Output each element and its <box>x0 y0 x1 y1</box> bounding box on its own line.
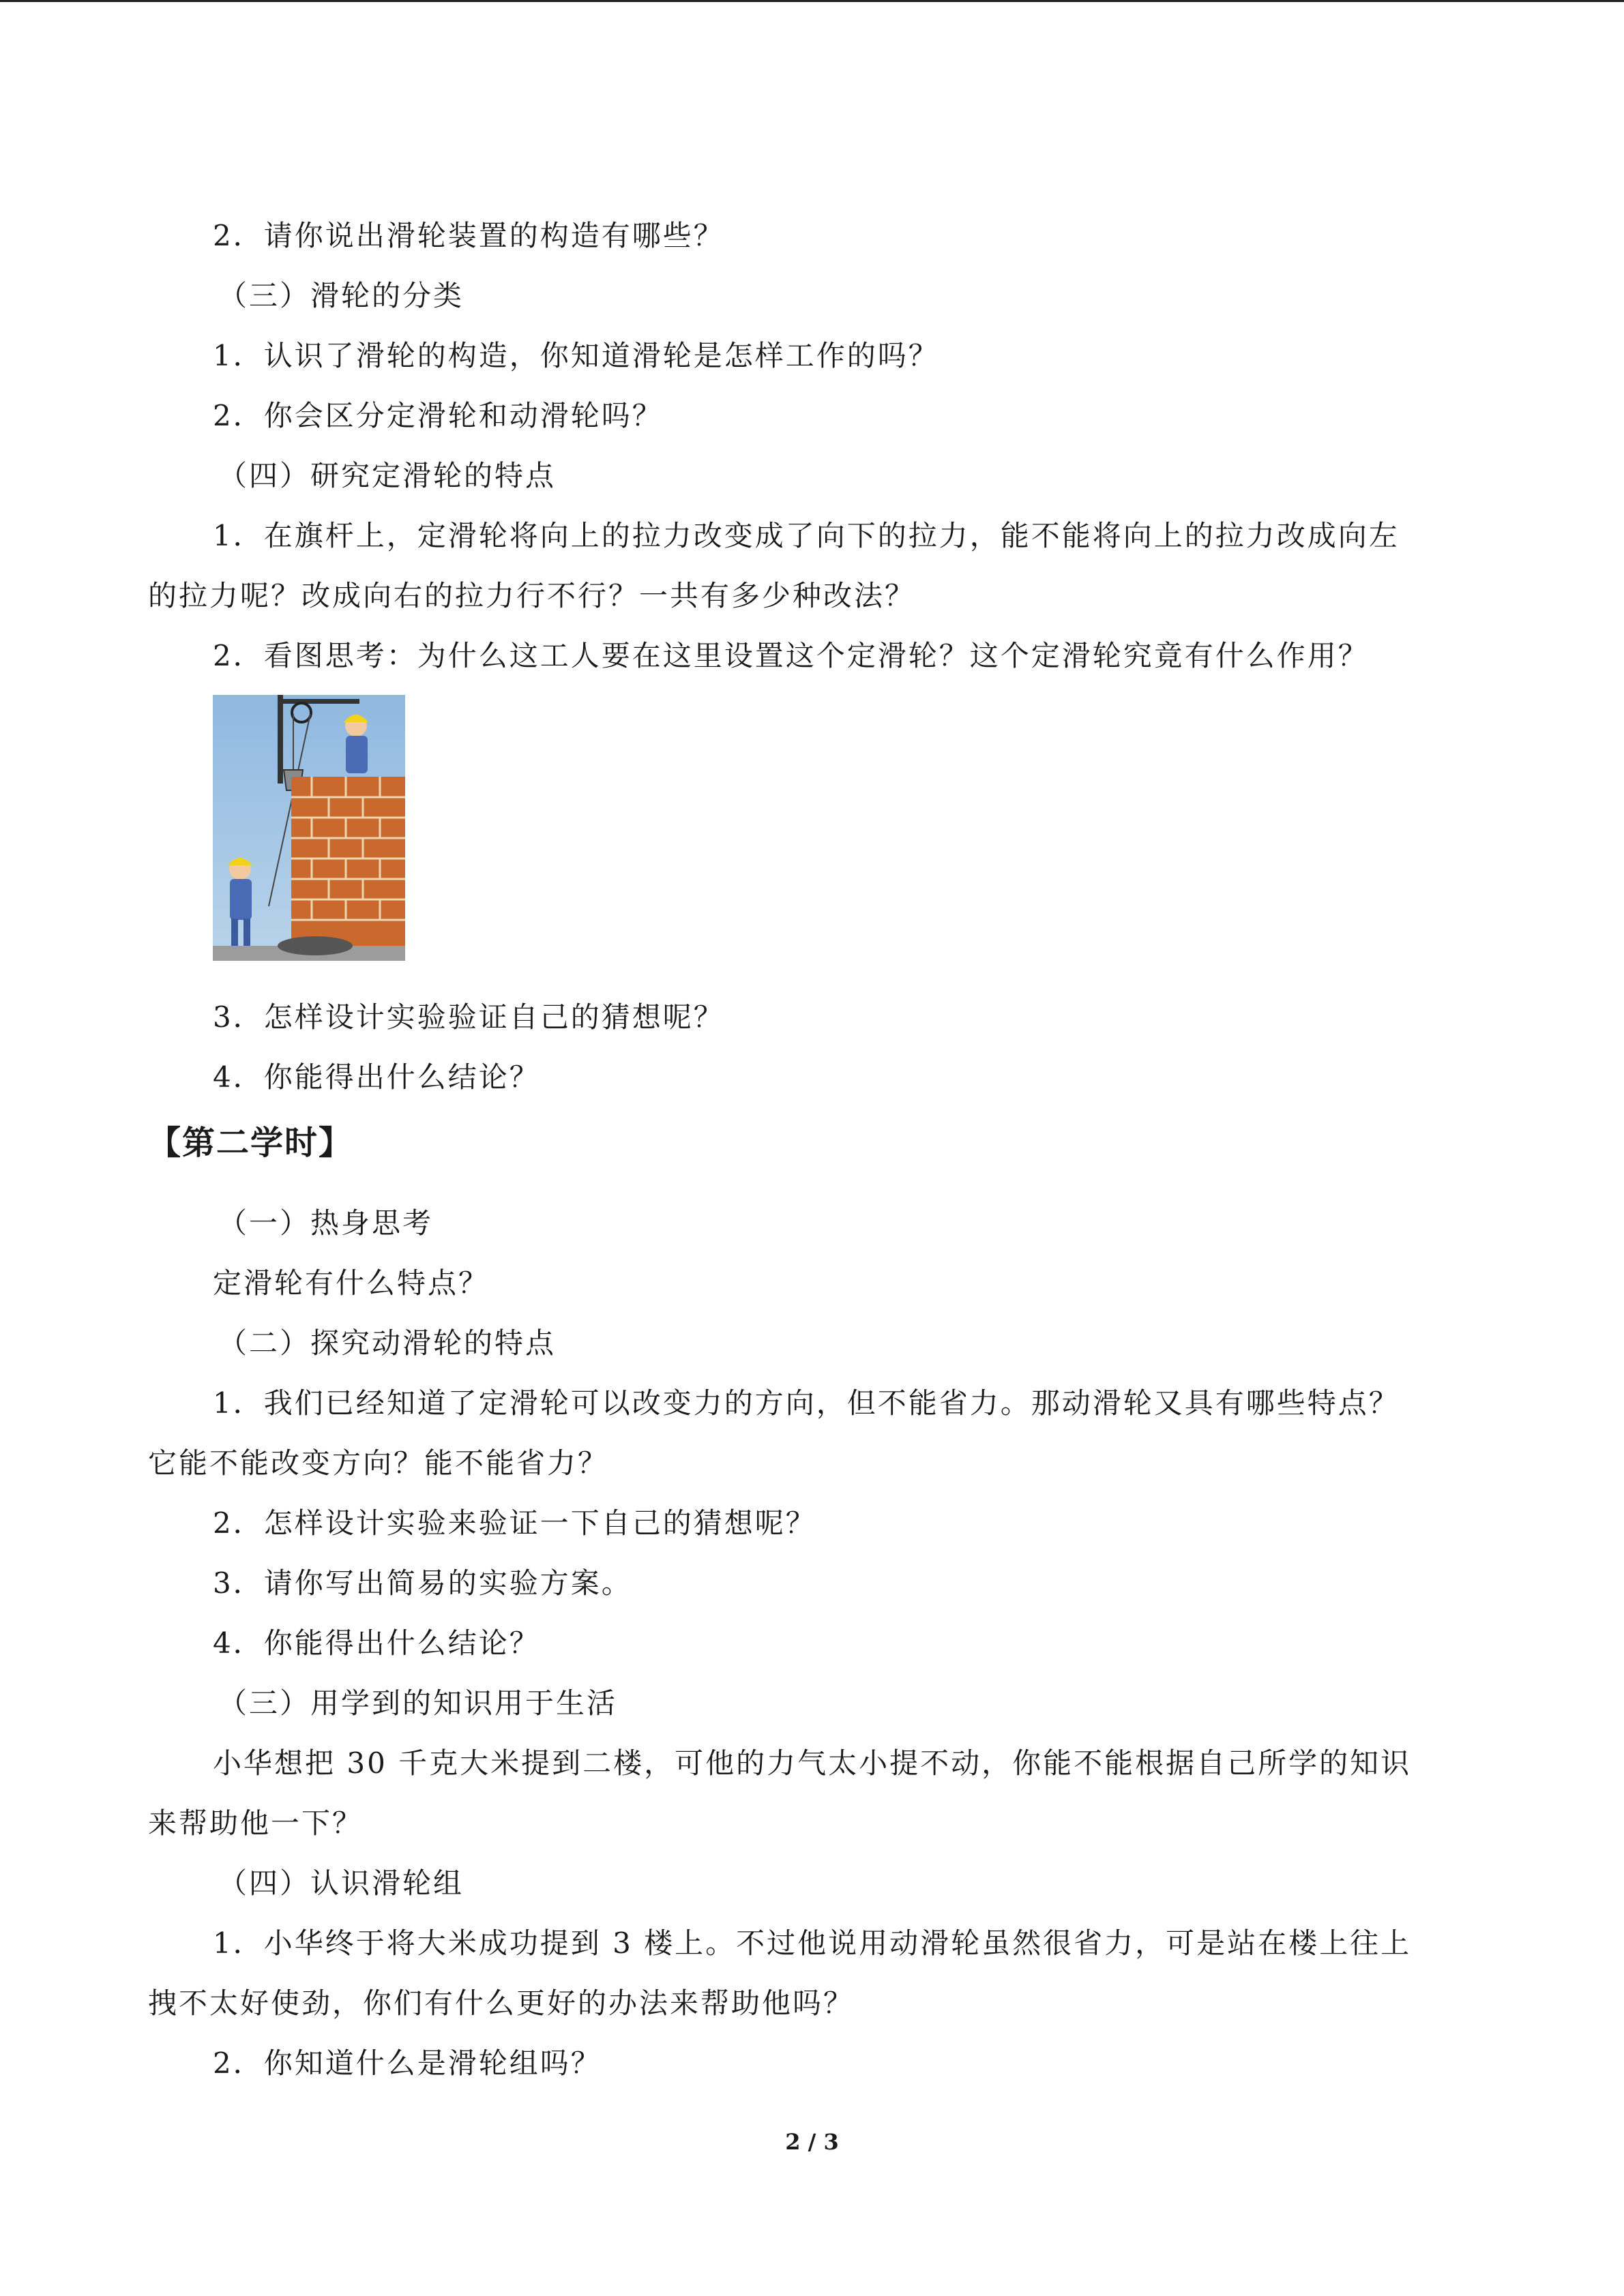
subsection-heading: （三）用学到的知识用于生活 <box>218 1686 618 1720</box>
subsection-heading: （二）探究动滑轮的特点 <box>218 1326 557 1360</box>
subsection-heading: （一）热身思考 <box>218 1206 434 1240</box>
paragraph: 定滑轮有什么特点？ <box>213 1266 490 1300</box>
paragraph: 1．认识了滑轮的构造，你知道滑轮是怎样工作的吗？ <box>213 339 939 372</box>
paragraph: 2．怎样设计实验来验证一下自己的猜想呢？ <box>213 1506 816 1540</box>
subsection-heading: （四）认识滑轮组 <box>218 1866 464 1900</box>
paragraph: 2．请你说出滑轮装置的构造有哪些？ <box>213 219 724 252</box>
paragraph-continuation: 的拉力呢？改成向右的拉力行不行？一共有多少种改法？ <box>148 579 916 612</box>
section-heading: 【第二学时】 <box>148 1124 353 1162</box>
paragraph: 3．怎样设计实验验证自己的猜想呢？ <box>213 1000 724 1034</box>
pulley-worker-illustration <box>213 695 405 961</box>
subsection-heading: （四）研究定滑轮的特点 <box>218 459 557 492</box>
paragraph: 2．看图思考：为什么这工人要在这里设置这个定滑轮？这个定滑轮究竟有什么作用？ <box>213 639 1369 672</box>
paragraph: 1．我们已经知道了定滑轮可以改变力的方向，但不能省力。那动滑轮又具有哪些特点？ <box>213 1386 1400 1420</box>
paragraph: 4．你能得出什么结论？ <box>213 1060 540 1094</box>
paragraph: 1．小华终于将大米成功提到 3 楼上。不过他说用动滑轮虽然很省力，可是站在楼上往上 <box>213 1926 1412 1960</box>
paragraph: 3．请你写出简易的实验方案。 <box>213 1566 632 1600</box>
paragraph-continuation: 它能不能改变方向？能不能省力？ <box>148 1446 609 1480</box>
subsection-heading: （三）滑轮的分类 <box>218 279 464 312</box>
paragraph-continuation: 拽不太好使劲，你们有什么更好的办法来帮助他吗？ <box>148 1986 855 2020</box>
paragraph-continuation: 来帮助他一下？ <box>148 1806 364 1840</box>
paragraph: 小华想把 30 千克大米提到二楼，可他的力气太小提不动，你能不能根据自己所学的知识 <box>213 1746 1412 1780</box>
paragraph: 2．你会区分定滑轮和动滑轮吗？ <box>213 399 663 432</box>
page-number: 2 / 3 <box>785 2129 839 2155</box>
paragraph: 2．你知道什么是滑轮组吗？ <box>213 2046 602 2080</box>
paragraph: 4．你能得出什么结论？ <box>213 1626 540 1660</box>
paragraph: 1．在旗杆上，定滑轮将向上的拉力改变成了向下的拉力，能不能将向上的拉力改成向左 <box>213 519 1400 552</box>
